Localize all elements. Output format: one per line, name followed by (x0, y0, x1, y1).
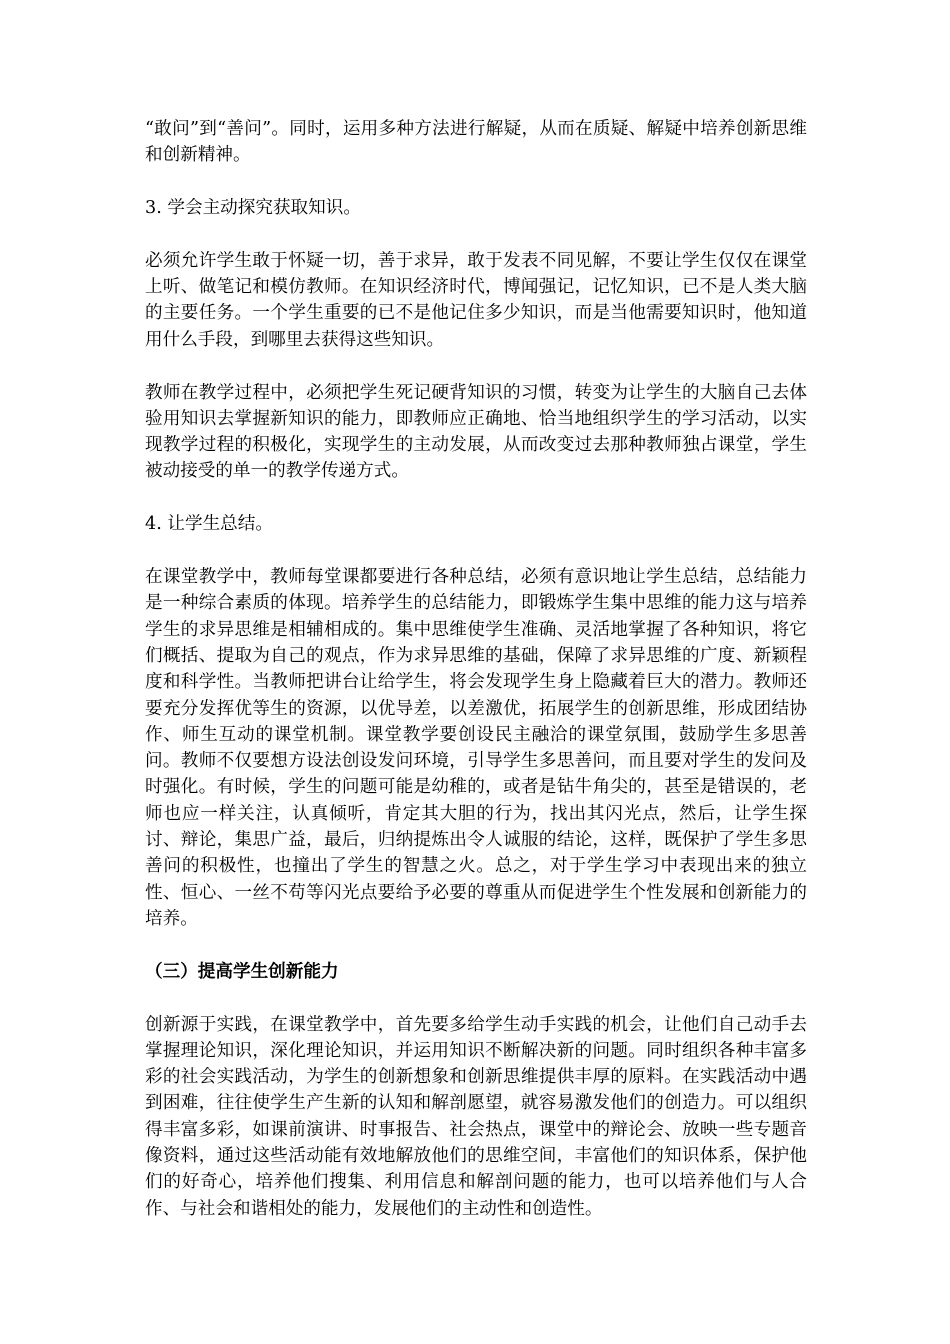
paragraph-summary: 在课堂教学中，教师每堂课都要进行各种总结，必须有意识地让学生总结，总结能力是一种综合素质的体现。培养学生的总结能力，即锻炼学生集中思维的能力这与培养学生的求异思维是相辅相成的。集中思维使学生准确、灵活地掌握了各种知识，将它们概括、提取为自己的观点，作为求异思维的基础，保障了求异思维的广度、新颖程度和科学性。当教师把讲台让给学生，将会发现学生身上隐藏着巨大的潜力。教师还要充分发挥优等生的资源，以优导差，以差激优，拓展学生的创新思维，形成团结协作、师生互动的课堂机制。课堂教学要创设民主融洽的课堂氛围，鼓励学生多思善问。教师不仅要想方设法创设发问环境，引导学生多思善问，而且要对学生的发问及时强化。有时候，学生的问题可能是幼稚的，或者是钻牛角尖的，甚至是错误的，老师也应一样关注，认真倾听，肯定其大胆的行为，找出其闪光点，然后，让学生探讨、辩论，集思广益，最后，归纳提炼出令人诚服的结论，这样，既保护了学生多思善问的积极性，也撞出了学生的智慧之火。总之，对于学生学习中表现出来的独立性、恒心、一丝不苟等闪光点要给予必要的尊重从而促进学生个性发展和创新能力的培养。 (145, 567, 807, 929)
paragraph-continuation: “敢问”到“善问”。同时，运用多种方法进行解疑，从而在质疑、解疑中培养创新思维和创新精神。 (145, 119, 807, 166)
paragraph-innovation: 创新源于实践，在课堂教学中，首先要多给学生动手实践的机会，让他们自己动手去掌握理论知识，深化理论知识，并运用知识不断解决新的问题。同时组织各种丰富多彩的社会实践活动，为学生的创新想象和创新思维提供丰厚的原料。在实践活动中遇到困难，往往使学生产生新的认知和解剖愿望，就容易激发他们的创造力。可以组织得丰富多彩，如课前演讲、时事报告、社会热点，课堂中的辩论会、放映一些专题音像资料，通过这些活动能有效地解放他们的思维空间，丰富他们的知识体系，保护他们的好奇心，培养他们搜集、利用信息和解剖问题的能力，也可以培养他们与人合作、与社会和谐相处的能力，发展他们的主动性和创造性。 (145, 1014, 807, 1219)
paragraph-teacher-process: 教师在教学过程中，必须把学生死记硬背知识的习惯，转变为让学生的大脑自己去体验用知识去掌握新知识的能力，即教师应正确地、恰当地组织学生的学习活动，以实现教学过程的积极化，实现学生的主动发展，从而改变过去那种教师独占课堂，学生被动接受的单一的教学传递方式。 (145, 382, 807, 482)
section-heading: （三）提高学生创新能力 (145, 960, 339, 982)
paragraph-inquiry: 必须允许学生敢于怀疑一切，善于求异，敢于发表不同见解，不要让学生仅仅在课堂上听、做笔记和模仿教师。在知识经济时代，博闻强记，记忆知识，已不是人类大脑的主要任务。一个学生重要的已不是他记住多少知识，而是当他需要知识时，他知道用什么手段，到哪里去获得这些知识。 (145, 250, 807, 350)
list-item-3-heading: 3. 学会主动探究获取知识。 (145, 198, 361, 219)
list-item-4-heading: 4. 让学生总结。 (145, 514, 273, 535)
document-body (145, 116, 807, 1222)
